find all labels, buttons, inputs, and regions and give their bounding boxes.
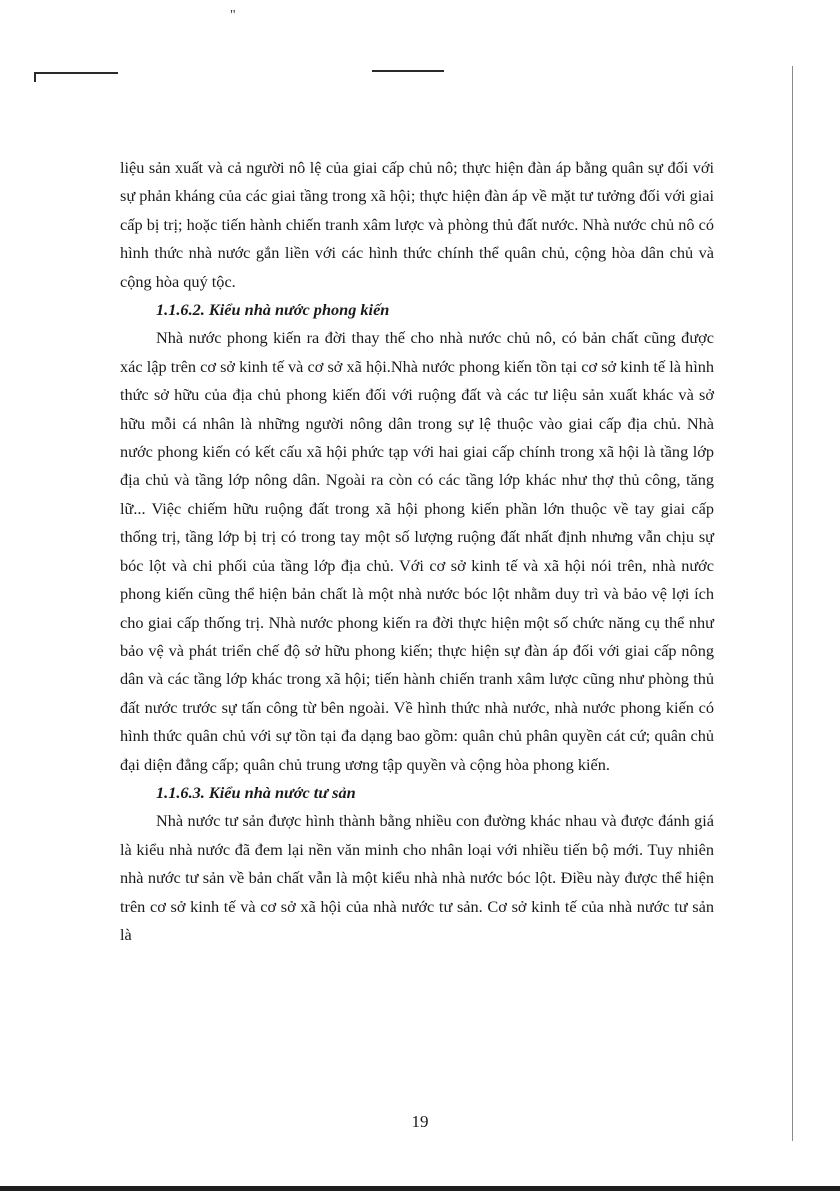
page-content (120, 154, 714, 949)
scan-edge-right (792, 66, 793, 1141)
scan-edge-bottom (0, 1186, 840, 1191)
top-mark: " (230, 8, 236, 23)
paragraph-bourgeois-state: Nhà nước tư sản được hình thành bằng nhiều con đường khác nhau và được đánh giá là kiểu nhà nước đã đem lại nền văn minh cho nhân loại với nhiều tiến bộ mới. Tuy nhiên nhà nước tư sản về bản chất vẫn là một kiểu nhà nhà nước bóc lột. Điều này được thể hiện trên cơ sở kinh tế và cơ sở xã hội của nhà nước tư sản. Cơ sở kinh tế của nhà nước tư sản là (120, 811, 714, 944)
section-heading-feudal-state: 1.1.6.2. Kiểu nhà nước phong kiến (156, 300, 390, 320)
scan-rule-center (372, 70, 444, 72)
section-heading-bourgeois-state: 1.1.6.3. Kiểu nhà nước tư sản (156, 782, 356, 802)
paragraph-slave-state-continuation: liệu sản xuất và cả người nô lệ của giai cấp chủ nô; thực hiện đàn áp bằng quân sự đối với sự phản kháng của các giai tầng trong xã hội; thực hiện đàn áp về mặt tư tưởng đối với giai cấp bị trị; hoặc tiến hành chiến tranh xâm lược và phòng thủ đất nước. Nhà nước chủ nô có hình thức nhà nước gắn liền với các hình thức chính thể quân chủ, cộng hòa dân chủ và cộng hòa quý tộc. (120, 158, 714, 291)
scan-rule-left-tick (34, 72, 36, 82)
page-number: 19 (411, 1112, 429, 1131)
paragraph-feudal-state: Nhà nước phong kiến ra đời thay thế cho nhà nước chủ nô, có bản chất cũng được xác lập trên cơ sở kinh tế và cơ sở xã hội.Nhà nước phong kiến tồn tại cơ sở kinh tế là hình thức sở hữu của địa chủ phong kiến đối với ruộng đất và các tư liệu sản xuất khác và sở hữu mỗi cá nhân là những người nông dân trong sự lệ thuộc vào giai cấp địa chủ. Nhà nước phong kiến có kết cấu xã hội phức tạp với hai giai cấp chính trong xã hội là tầng lớp địa chủ và tầng lớp nông dân. Ngoài ra còn có các tầng lớp khác như thợ thủ công, tăng lữ... Việc chiếm hữu ruộng đất trong xã hội phong kiến phần lớn thuộc về tay giai cấp thống trị, tầng lớp bị trị có trong tay một số lượng ruộng đất nhất định nhưng vẫn chịu sự bóc lột và chi phối của tầng lớp địa chủ. Với cơ sở kinh tế và xã hội nói trên, nhà nước phong kiến cũng thể hiện bản chất là một nhà nước bóc lột nhằm duy trì và bảo vệ lợi ích cho giai cấp thống trị. Nhà nước phong kiến ra đời thực hiện một số chức năng cụ thể như bảo vệ và phát triển chế độ sở hữu phong kiến; thực hiện sự đàn áp đối với giai cấp nông dân và các tầng lớp khác trong xã hội; tiến hành chiến tranh xâm lược cũng như phòng thủ đất nước trước sự tấn công từ bên ngoài. Về hình thức nhà nước, nhà nước phong kiến có hình thức quân chủ với sự tồn tại đa dạng bao gồm: quân chủ phân quyền cát cứ; quân chủ đại diện đẳng cấp; quân chủ trung ương tập quyền và cộng hòa phong kiến. (120, 328, 714, 774)
scan-rule-left (34, 72, 118, 74)
